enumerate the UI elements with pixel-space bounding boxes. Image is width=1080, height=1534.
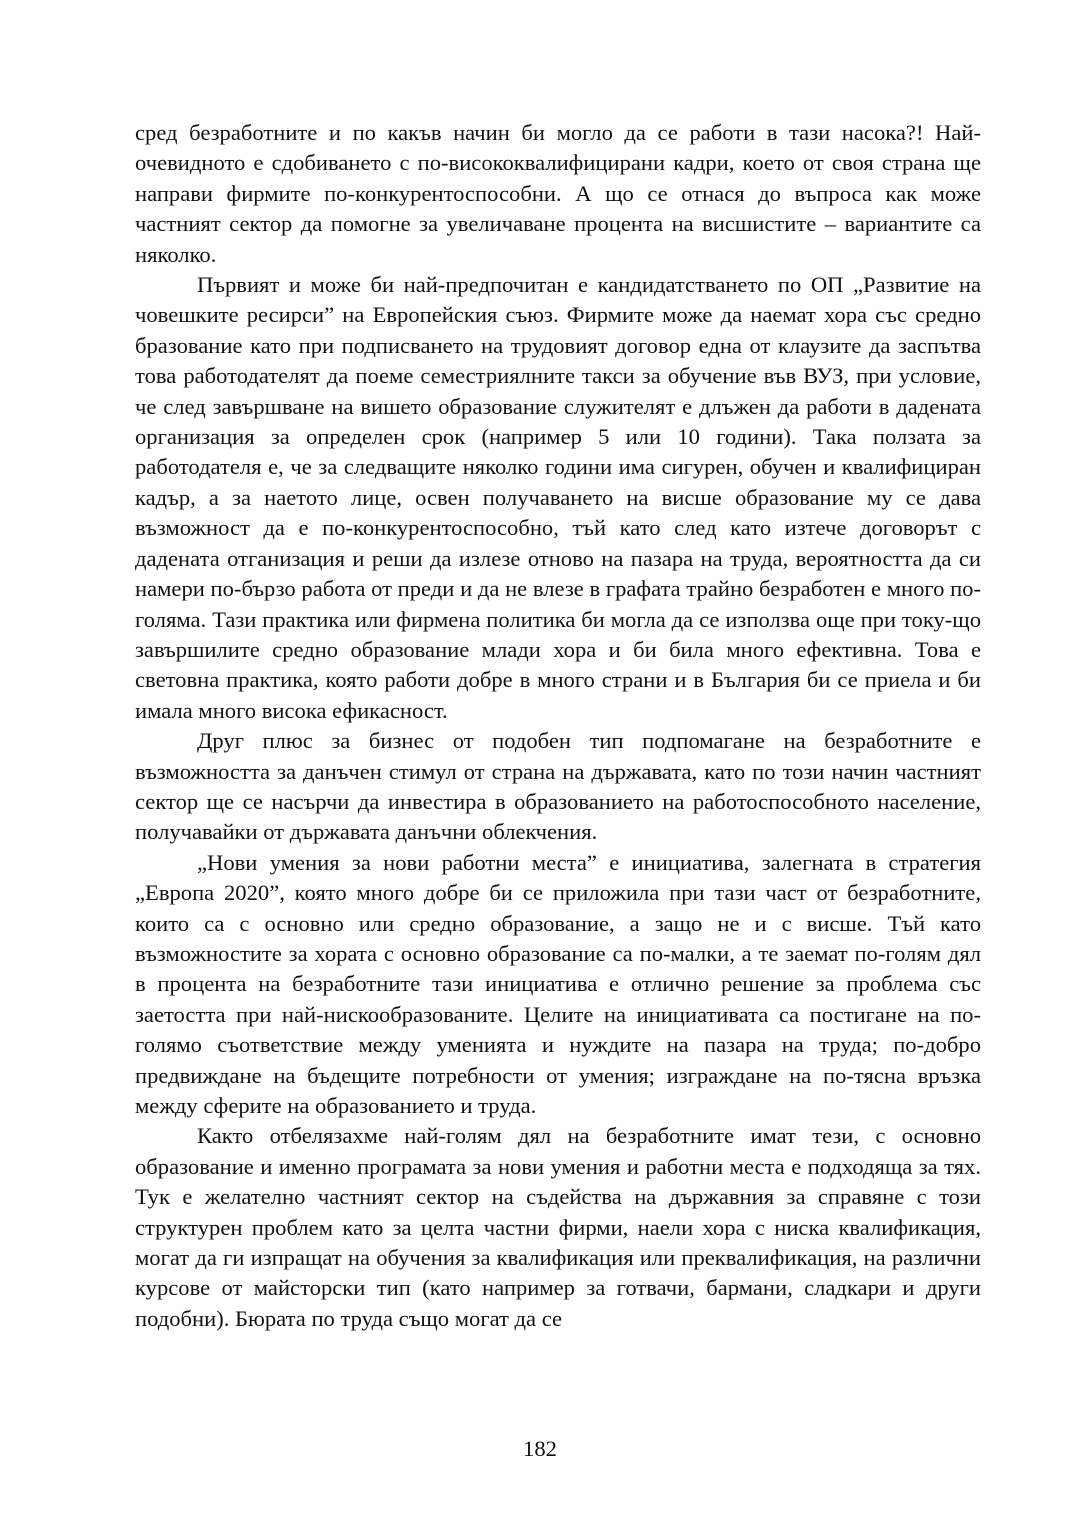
page-number: 182: [523, 1436, 557, 1461]
paragraph-2: Първият и може би най-предпочитан е кандидатстването по ОП „Развитие на човешките ресирси” на Европейския съюз. Фирмите може да наемат хора със средно бразование като при подписването на трудовият договор една от клаузите да заспътва това работодателят да поеме семестриялните такси за обучение във ВУЗ, при условие, че след завършване на вишето образование служителят е длъжен да работи в дадената организация за определен срок (например 5 или 10 години). Така ползата за работодателя е, че за следващите няколко години има сигурен, обучен и квалифициран кадър, а за наетото лице, освен получаването на висше образование му се дава възможност да е по-конкурентоспособно, тъй като след като изтече договорът с дадената отганизация и реши да излезе отново на пазара на труда, вероятността да си намери по-бързо работа от преди и да не влезе в графата трайно безработен е много по-голяма. Тази практика или фирмена политика би могла да се използва още при току-що завършилите средно образование млади хора и би била много ефективна. Това е световна практика, която работи добре в много страни и в България би се приела и би имала много висока ефикасност.: [135, 272, 981, 723]
body-text: [135, 118, 981, 1334]
paragraph-4: „Нови умения за нови работни места” е инициатива, залегната в стратегия „Европа 2020”, която много добре би се приложила при тази част от безработните, които са с основно или средно образование, а защо не и с висше. Тъй като възможностите за хората с основно образование са по-малки, а те заемат по-голям дял в процента на безработните тази инициатива е отлично решение за проблема със заетостта при най-нискообразованите. Целите на инициативата са постигане на по-голямо съответствие между уменията и нуждите на пазара на труда; по-добро предвиждане на бъдещите потребности от умения; изграждане на по-тясна връзка между сферите на образованието и труда.: [135, 849, 981, 1118]
paragraph-3: Друг плюс за бизнес от подобен тип подпомагане на безработните е възможността за данъчен стимул от страна на държавата, като по този начин частният сектор ще се насърчи да инвестира в образованието на работоспособното население, получавайки от държавата данъчни облекчения.: [135, 728, 981, 845]
paragraph-5: Както отбелязахме най-голям дял на безработните имат тези, с основно образование и именно програмата за нови умения и работни места е подходяща за тях. Тук е желателно частният сектор на съдейства на държавния за справяне с този структурен проблем като за целта частни фирми, наели хора с ниска квалификация, могат да ги изпращат на обучения за квалификация или преквалификация, на различни курсове от майсторски тип (като например за готвачи, бармани, сладкари и други подобни). Бюрата по труда също могат да се: [135, 1123, 981, 1331]
paragraph-1: сред безработните и по какъв начин би могло да се работи в тази насока?! Най-очевидното е сдобиването с по-висококвалифицирани кадри, което от своя страна ще направи фирмите по-конкурентоспособни. А що се отнася до въпроса как може частният сектор да помогне за увеличаване процента на висшистите – вариантите са няколко.: [135, 120, 981, 267]
